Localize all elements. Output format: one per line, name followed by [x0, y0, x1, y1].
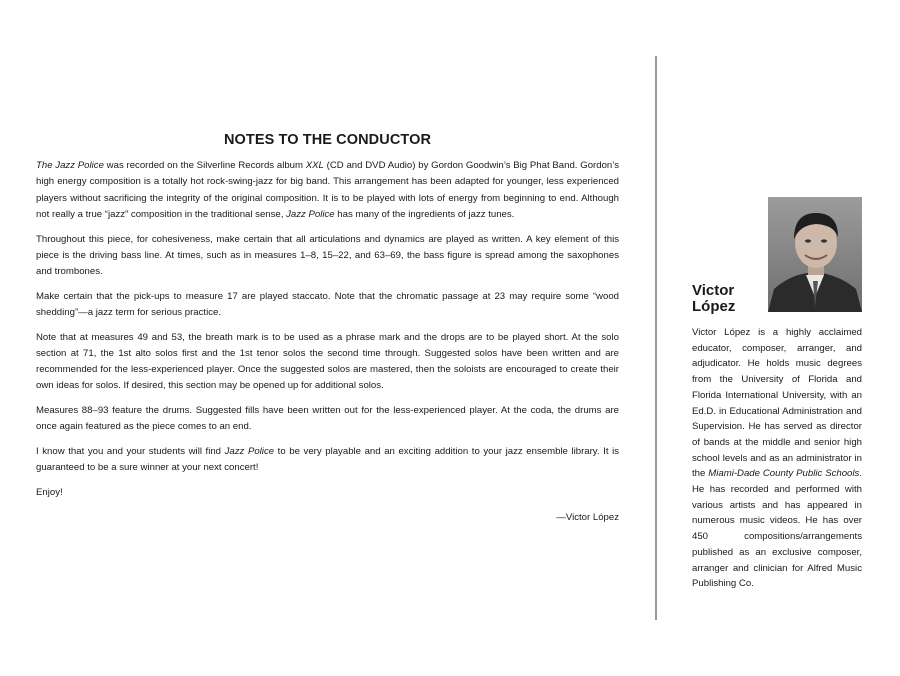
- author-first-name: Victor: [692, 282, 735, 299]
- notes-paragraph: [36, 330, 619, 395]
- author-photo: [768, 197, 862, 312]
- notes-paragraph: [36, 485, 619, 501]
- text-run: XXL: [305, 160, 324, 172]
- text-run: to be very playable and an exciting addition to your jazz ensemble library. It is guaranteed to be a sure winner at your next concert!: [36, 446, 620, 474]
- text-run: Measures 88–93 feature the drums. Suggested fills have been written out for the less-experienced player. At the coda, the drums are once again featured as the piece comes to an end.: [36, 405, 619, 433]
- text-run: I know that you and your students will find: [36, 446, 225, 458]
- text-run: Make certain that the pick-ups to measure 17 are played staccato. Note that the chromatic passage at 23 may require some “wood shedding”—a jazz term for serious practice.: [36, 290, 619, 319]
- text-run: Enjoy!: [36, 487, 63, 499]
- portrait-image: [768, 197, 862, 312]
- notes-paragraph: [36, 403, 619, 435]
- text-run: Jazz Police: [286, 208, 335, 220]
- notes-paragraph: [36, 444, 619, 476]
- notes-paragraph: [36, 158, 619, 223]
- author-last-name: López: [692, 298, 736, 315]
- text-run: has many of the ingredients of jazz tunes.: [334, 208, 515, 220]
- notes-title: NOTES TO THE CONDUCTOR: [223, 132, 432, 148]
- text-run: (CD and DVD Audio) by Gordon Goodwin’s Big Phat Band. Gordon’s high energy composition is a totally hot rock-swing-jazz for big band. This arrangement has been adapted for younger, less experienced players without sacrificing the integrity of the original composition. It is to be played with lots of energy from beginning to end. Although not really a true “jazz” composition in the traditional sense,: [36, 160, 619, 220]
- text-run: Throughout this piece, for cohesiveness, make certain that all articulations and dynamics are played as written. A key element of this piece is the driving bass line. At times, such as in measures 1–8, 15–22, and 63–69, the bass figure is spread among the saxophones and trombones.: [36, 233, 619, 278]
- text-run: Victor López is a highly acclaimed educator, composer, arranger, and adjudicator. He holds music degrees from the University of Florida and Florida International University, with an Ed.D. in Educational Administration and Supervision. He has served as director of bands at the middle and senior high school levels and as an administrator in the: [692, 327, 862, 480]
- author-name: [692, 283, 768, 315]
- author-bio: [692, 325, 862, 592]
- signoff: —Victor López: [556, 512, 619, 524]
- text-run: The Jazz Police: [36, 160, 104, 172]
- conductor-notes: [36, 132, 619, 526]
- text-run: Jazz Police: [224, 446, 275, 458]
- notes-body: [36, 158, 619, 501]
- text-run: was recorded on the Silverline Records album: [103, 160, 306, 172]
- notes-paragraph: [36, 289, 619, 321]
- column-divider: [655, 56, 657, 620]
- notes-paragraph: [36, 232, 619, 281]
- text-run: Note that at measures 49 and 53, the breath mark is to be used as a phrase mark and the drops are to be played short. At the solo section at 71, the 1st alto solos first and the 1st tenor solos the second time through. Suggested solos have been written and are recommended for the less-experienced player. Once the suggested solos are mastered, then the soloists are encouraged to create their own ideas for solos. If desired, this section may be opened up for additional solos.: [36, 331, 619, 392]
- text-run: . He has recorded and performed with various artists and has appeared in numerous music videos. He has over 450 compositions/arrangements published as an exclusive composer, arranger and clinician for Alfred Music Publishing Co.: [692, 468, 862, 590]
- text-run: Miami-Dade County Public Schools: [708, 468, 860, 480]
